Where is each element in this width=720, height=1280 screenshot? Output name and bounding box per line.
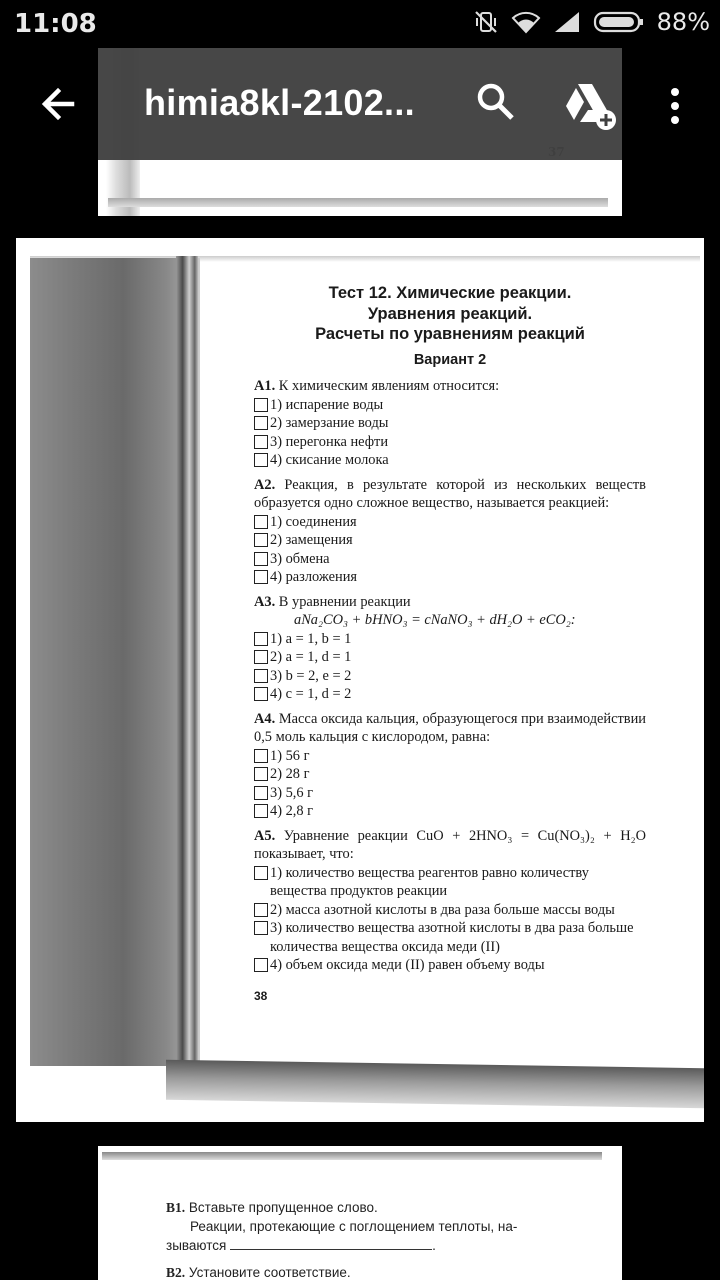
option-text: 1) 56 г <box>270 747 310 764</box>
option-checkbox[interactable] <box>254 531 646 550</box>
search-button[interactable] <box>470 76 522 128</box>
option-text: 2) 28 г <box>270 766 310 782</box>
option-text: 3) 5,6 г <box>270 784 314 801</box>
option-checkbox[interactable] <box>254 513 646 532</box>
question-text: В уравнении реакции <box>278 593 411 610</box>
checkbox[interactable] <box>254 533 268 547</box>
option-text: 2) a = 1, d = 1 <box>270 649 352 665</box>
option-checkbox[interactable] <box>254 685 646 704</box>
option-text: 3) количество вещества азотной кислоты в два раза больше количества вещества оксида меди (II) <box>270 920 634 955</box>
title-line: Уравнения реакций. <box>367 304 533 323</box>
page-number: 38 <box>254 988 268 1003</box>
option-checkbox[interactable] <box>254 648 646 667</box>
reaction-equation: aNa₂CO₃ + bHNO₃ = cNaNO₃ + dH₂O + eCO₂: <box>294 612 576 628</box>
option-checkbox[interactable] <box>254 396 646 415</box>
more-options-button[interactable] <box>660 78 690 134</box>
app-bar <box>98 48 622 160</box>
battery-percent: 88% <box>656 8 710 36</box>
checkbox[interactable] <box>254 453 268 467</box>
checkbox[interactable] <box>254 416 268 430</box>
checkbox[interactable] <box>254 435 268 449</box>
checkbox[interactable] <box>254 669 268 683</box>
checkbox[interactable] <box>254 903 268 917</box>
option-text: 2) масса азотной кислоты в два раза больше массы воды <box>270 901 615 918</box>
option-checkbox[interactable] <box>254 630 646 649</box>
checkbox[interactable] <box>254 570 268 584</box>
scan-fold <box>176 256 198 1068</box>
question-a2 <box>254 476 646 587</box>
checkbox[interactable] <box>254 632 268 646</box>
status-bar <box>0 0 720 48</box>
question-label: А4. <box>254 710 276 727</box>
question-text: Вставьте пропущенное слово. <box>188 1200 378 1215</box>
question-text: Установите соответствие. <box>188 1265 351 1280</box>
option-text: 1) количество вещества реагентов равно количеству вещества продуктов реакции <box>270 864 589 899</box>
option-text: 1) соединения <box>270 513 357 530</box>
option-checkbox[interactable] <box>254 919 646 956</box>
option-checkbox[interactable] <box>254 433 646 452</box>
page-content <box>254 283 646 1005</box>
checkbox[interactable] <box>254 958 268 972</box>
option-checkbox[interactable] <box>254 568 646 587</box>
checkbox[interactable] <box>254 552 268 566</box>
option-text: 3) b = 2, e = 2 <box>270 667 352 684</box>
document-title: himia8kl-2102... <box>144 82 415 123</box>
option-text: 3) обмена <box>270 550 330 567</box>
checkbox[interactable] <box>254 866 268 880</box>
checkbox[interactable] <box>254 650 268 664</box>
option-text: 3) перегонка нефти <box>270 433 389 450</box>
page-shadow <box>108 198 608 207</box>
option-checkbox[interactable] <box>254 765 646 784</box>
wifi-icon <box>511 10 541 34</box>
drive-add-icon <box>562 78 622 134</box>
question-a3 <box>254 593 646 704</box>
question-text: К химическим явлениям относится: <box>278 378 500 394</box>
checkbox[interactable] <box>254 767 268 781</box>
option-checkbox[interactable] <box>254 901 646 920</box>
question-label: А5. <box>254 827 276 844</box>
checkbox[interactable] <box>254 804 268 818</box>
signal-icon <box>553 10 581 34</box>
scan-shadow-left <box>30 258 200 1066</box>
status-icons <box>473 8 710 36</box>
battery-icon <box>593 10 645 34</box>
option-checkbox[interactable] <box>254 451 646 470</box>
question-label: А3. <box>254 593 276 610</box>
option-text: 4) объем оксида меди (II) равен объему воды <box>270 957 545 973</box>
question-text: Уравнение реакции CuO + 2HNO₃ = Cu(NO₃)₂ + H₂O показывает, что: <box>254 827 646 862</box>
document-page[interactable] <box>16 238 704 1122</box>
more-vert-icon <box>660 78 690 134</box>
option-checkbox[interactable] <box>254 667 646 686</box>
question-label: А2. <box>254 476 276 493</box>
option-checkbox[interactable] <box>254 550 646 569</box>
arrow-back-icon <box>32 78 84 130</box>
question-label: А1. <box>254 378 276 394</box>
checkbox[interactable] <box>254 398 268 412</box>
question-text: Реакция, в результате которой из нескольких веществ образуется одно сложное вещество, называется реакцией: <box>254 476 646 511</box>
option-checkbox[interactable] <box>254 864 646 901</box>
option-text: 2) замещения <box>270 532 353 548</box>
vibrate-off-icon <box>473 9 499 35</box>
option-checkbox[interactable] <box>254 802 646 821</box>
option-text: 1) a = 1, b = 1 <box>270 630 352 647</box>
sentence-end: . <box>432 1238 436 1253</box>
status-time: 11:08 <box>14 9 97 39</box>
scan-shadow-bottom <box>166 1060 704 1108</box>
option-checkbox[interactable] <box>254 956 646 975</box>
option-text: 1) испарение воды <box>270 396 384 413</box>
test-title <box>254 283 646 345</box>
variant-label: Вариант 2 <box>413 351 487 368</box>
title-line: Тест 12. Химические реакции. <box>328 284 572 302</box>
checkbox[interactable] <box>254 786 268 800</box>
option-checkbox[interactable] <box>254 414 646 433</box>
checkbox[interactable] <box>254 749 268 763</box>
question-a1 <box>254 377 646 470</box>
sentence-line: зываются <box>166 1238 227 1253</box>
add-to-drive-button[interactable] <box>562 78 622 134</box>
next-page-content <box>166 1198 550 1280</box>
option-text: 4) скисание молока <box>270 452 389 468</box>
question-a5 <box>254 827 646 975</box>
option-text: 4) разложения <box>270 569 358 585</box>
answer-blank <box>230 1237 432 1250</box>
option-text: 4) 2,8 г <box>270 803 314 819</box>
title-line: Расчеты по уравнениям реакций <box>315 325 585 343</box>
checkbox[interactable] <box>254 515 268 529</box>
search-icon <box>470 76 522 128</box>
option-text: 4) c = 1, d = 2 <box>270 686 352 702</box>
next-page[interactable] <box>98 1146 622 1280</box>
back-button[interactable] <box>32 78 84 130</box>
question-text: Масса оксида кальция, образующегося при взаимодействии 0,5 моль кальция с кислородом, равна: <box>254 710 646 745</box>
question-label: В2. <box>166 1265 186 1280</box>
option-text: 2) замерзание воды <box>270 415 389 431</box>
checkbox[interactable] <box>254 921 268 935</box>
sentence-line: Реакции, протекающие с поглощением теплоты, на- <box>190 1219 518 1234</box>
option-checkbox[interactable] <box>254 747 646 766</box>
option-checkbox[interactable] <box>254 784 646 803</box>
checkbox[interactable] <box>254 687 268 701</box>
page-shadow <box>102 1152 602 1160</box>
question-label: В1. <box>166 1200 186 1215</box>
question-a4 <box>254 710 646 821</box>
